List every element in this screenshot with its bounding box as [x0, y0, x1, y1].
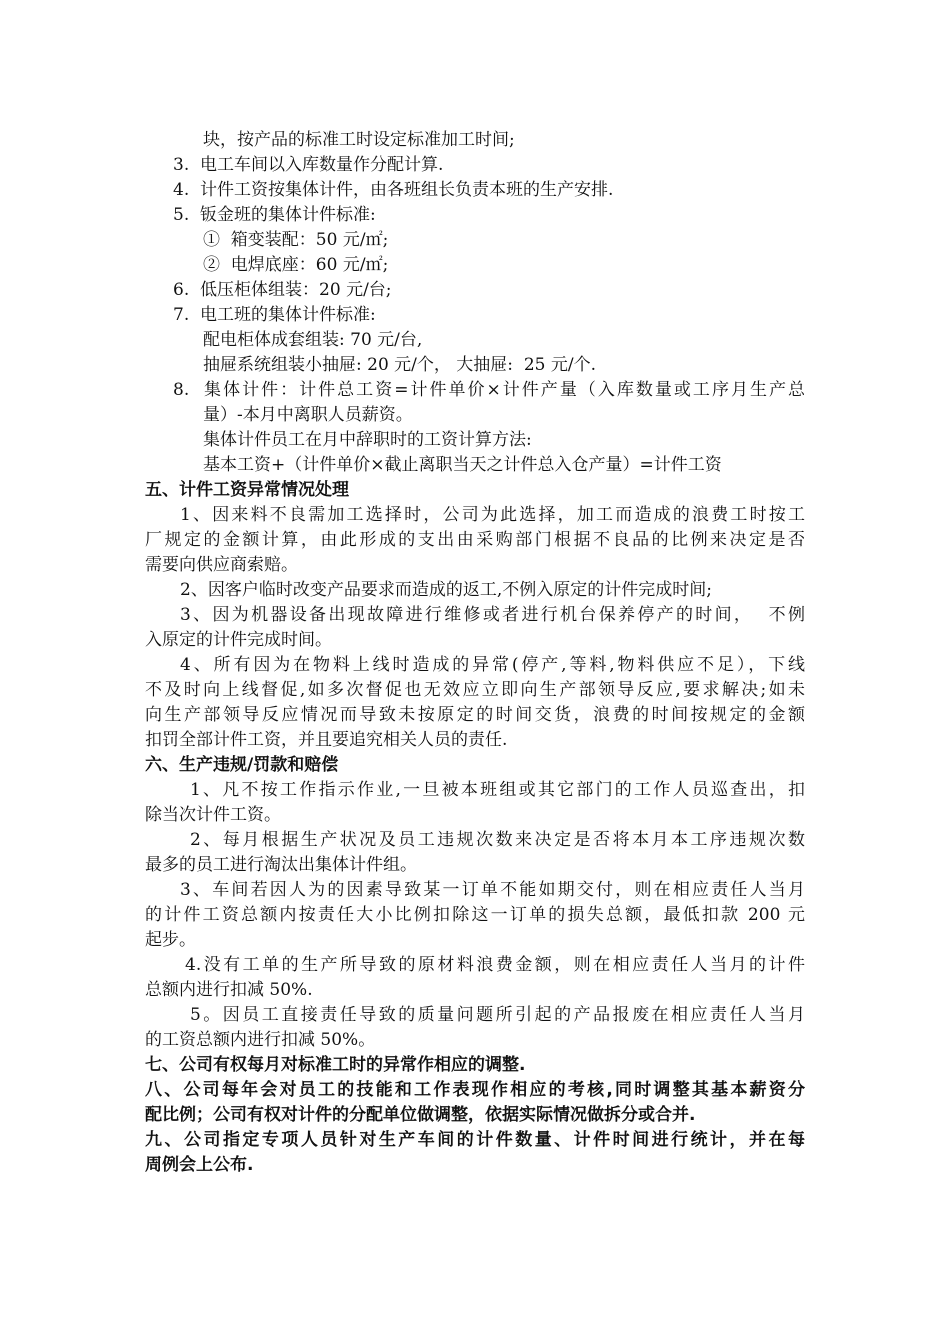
- paragraph-line: 1、凡不按工作指示作业,一旦被本班组或其它部门的工作人员巡查出，扣: [190, 780, 805, 800]
- paragraph-line: 扣罚全部计件工资，并且要追究相关人员的责任.: [145, 730, 508, 750]
- section-5-title: 五、计件工资异常情况处理: [145, 480, 349, 500]
- paragraph-line: 起步。: [145, 930, 196, 950]
- list-line: 量）-本月中离职人员薪资。: [203, 405, 413, 425]
- paragraph-line: 3、车间若因人为的因素导致某一订单不能如期交付，则在相应责任人当月: [180, 880, 805, 900]
- list-item-4: 4. 计件工资按集体计件，由各班组长负责本班的生产安排.: [173, 180, 614, 200]
- paragraph-line: 的工资总额内进行扣减 50%。: [145, 1030, 376, 1050]
- list-line: 集体计件员工在月中辞职时的工资计算方法:: [203, 430, 532, 450]
- paragraph-line: 3、因为机器设备出现故障进行维修或者进行机台保养停产的时间， 不例: [180, 605, 805, 625]
- sub-item-2: ② 电焊底座：60 元/㎡;: [203, 255, 389, 275]
- section-6-title: 六、生产违规/罚款和赔偿: [145, 755, 339, 775]
- section-9-line: 周例会上公布.: [145, 1155, 254, 1175]
- paragraph-line: 除当次计件工资。: [145, 805, 281, 825]
- list-item-5: 5. 钣金班的集体计件标准:: [173, 205, 376, 225]
- paragraph-line: 需要向供应商索赔。: [145, 555, 298, 575]
- paragraph-line: 向生产部领导反应情况而导致未按原定的时间交货，浪费的时间按规定的金额: [145, 705, 805, 725]
- list-item-8: 8. 集体计件：计件总工资=计件单价×计件产量（入库数量或工序月生产总: [173, 380, 805, 400]
- list-line: 基本工资+（计件单价×截止离职当天之计件总入仓产量）=计件工资: [203, 455, 722, 475]
- paragraph-line: 4.没有工单的生产所导致的原材料浪费金额，则在相应责任人当月的计件: [185, 955, 805, 975]
- paragraph-line: 2、每月根据生产状况及员工违规次数来决定是否将本月本工序违规次数: [190, 830, 805, 850]
- paragraph-line: 4、所有因为在物料上线时造成的异常(停产,等料,物料供应不足），下线: [180, 655, 805, 675]
- paragraph-line: 总额内进行扣减 50%.: [145, 980, 313, 1000]
- list-line: 配电柜体成套组装: 70 元/台,: [203, 330, 423, 350]
- section-8-line: 八、公司每年会对员工的技能和工作表现作相应的考核,同时调整其基本薪资分: [145, 1080, 805, 1100]
- list-item-3: 3. 电工车间以入库数量作分配计算.: [173, 155, 444, 175]
- paragraph-line: 1、因来料不良需加工选择时，公司为此选择，加工而造成的浪费工时按工: [180, 505, 805, 525]
- paragraph-line: 2、因客户临时改变产品要求而造成的返工,不例入原定的计件完成时间;: [180, 580, 712, 600]
- paragraph-line: 最多的员工进行淘汰出集体计件组。: [145, 855, 417, 875]
- list-line: 抽屉系统组装小抽屉: 20 元/个， 大抽屉: 25 元/个.: [203, 355, 596, 375]
- paragraph-line: 入原定的计件完成时间。: [145, 630, 332, 650]
- section-9-line: 九、公司指定专项人员针对生产车间的计件数量、计件时间进行统计，并在每: [145, 1130, 805, 1150]
- list-item-6: 6. 低压柜体组装：20 元/台;: [173, 280, 392, 300]
- list-line: 块，按产品的标准工时设定标准加工时间;: [203, 130, 515, 150]
- paragraph-line: 5。因员工直接责任导致的质量问题所引起的产品报废在相应责任人当月: [190, 1005, 805, 1025]
- list-item-7: 7. 电工班的集体计件标准:: [173, 305, 376, 325]
- paragraph-line: 不及时向上线督促,如多次督促也无效应立即向生产部领导反应,要求解决;如未: [145, 680, 805, 700]
- section-7-title: 七、公司有权每月对标准工时的异常作相应的调整.: [145, 1055, 526, 1075]
- paragraph-line: 的计件工资总额内按责任大小比例扣除这一订单的损失总额，最低扣款 200 元: [145, 905, 805, 925]
- paragraph-line: 厂规定的金额计算，由此形成的支出由采购部门根据不良品的比例来决定是否: [145, 530, 805, 550]
- sub-item-1: ① 箱变装配：50 元/㎡;: [203, 230, 389, 250]
- section-8-line: 配比例；公司有权对计件的分配单位做调整，依据实际情况做拆分或合并.: [145, 1105, 696, 1125]
